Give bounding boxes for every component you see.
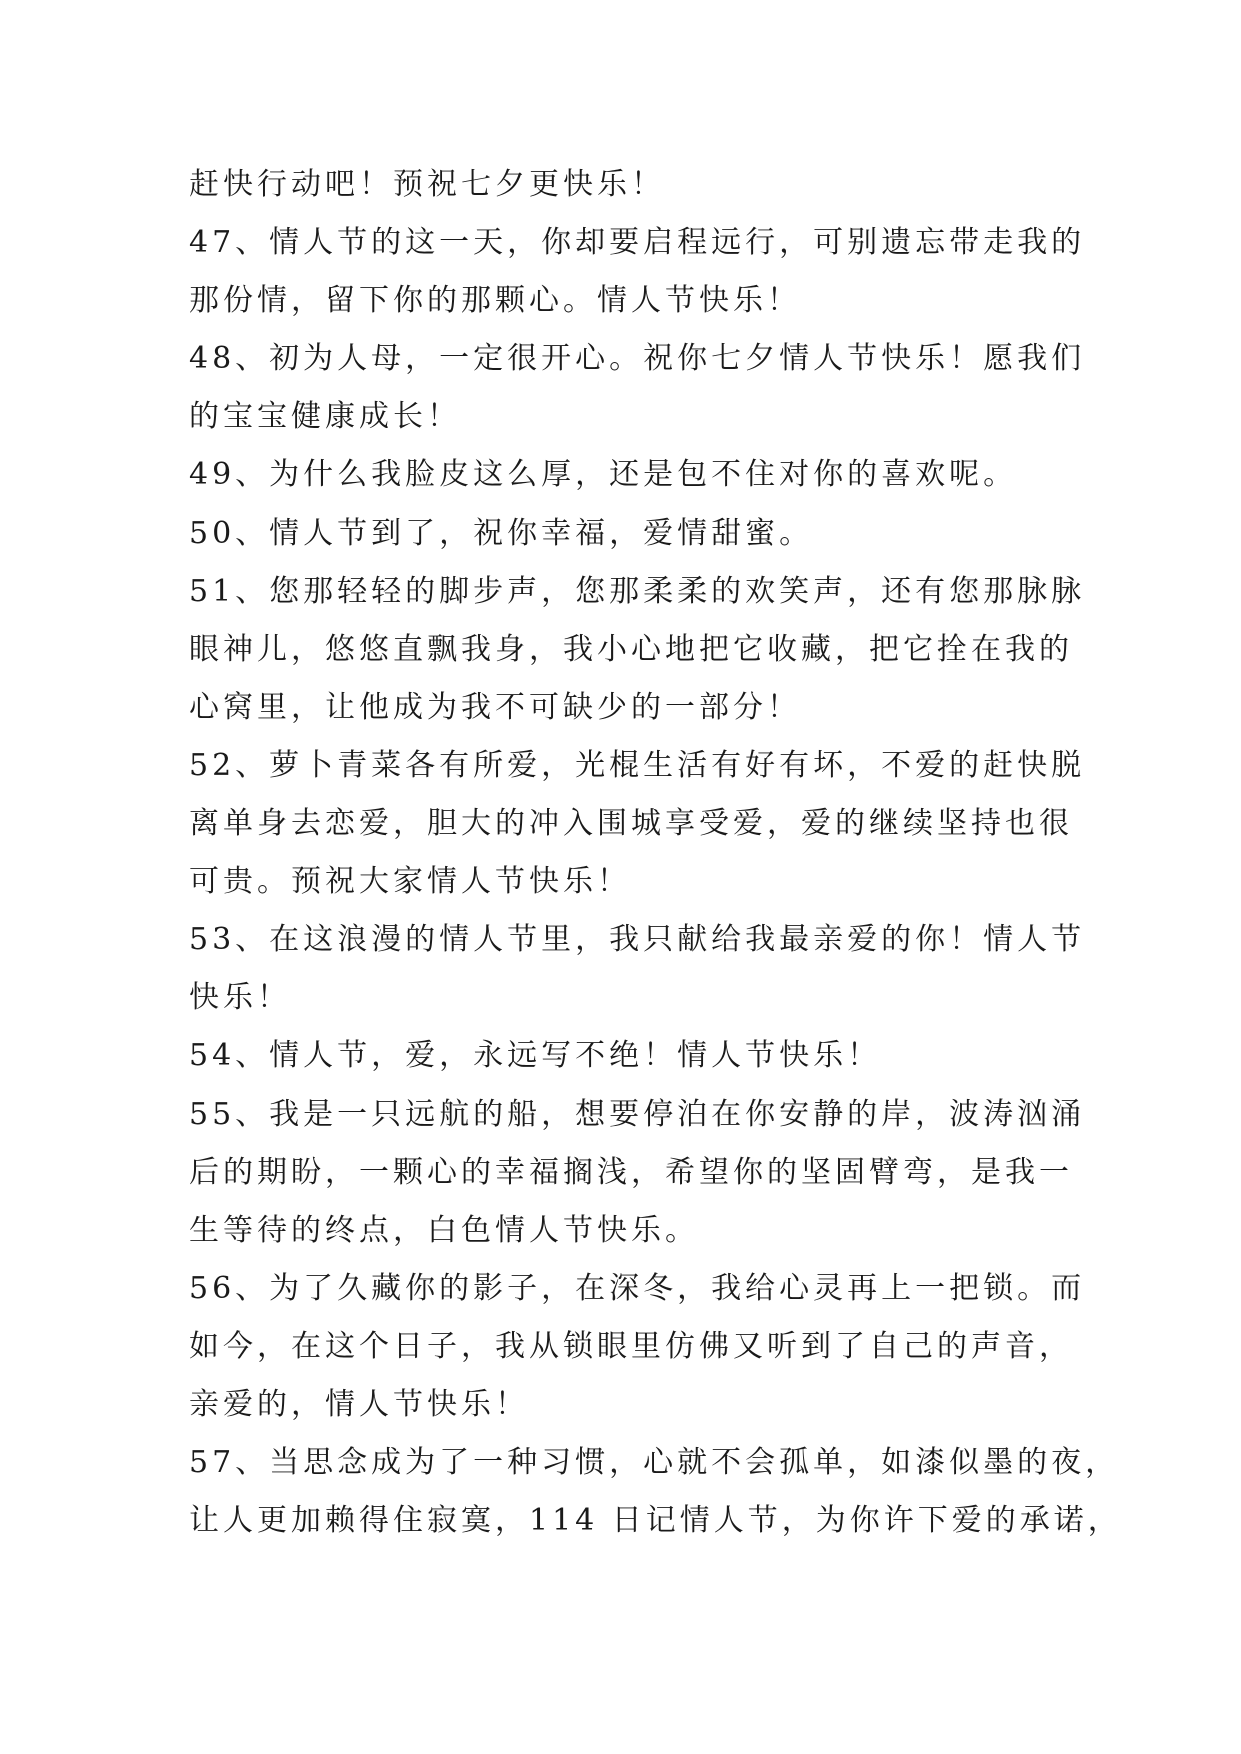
text-line: 54、情人节，爱，永远写不绝！情人节快乐！ [189, 1038, 882, 1074]
text-line: 可贵。预祝大家情人节快乐！ [189, 864, 631, 900]
text-line: 55、我是一只远航的船，想要停泊在你安静的岸，波涛汹涌 [189, 1096, 1086, 1132]
text-line: 56、为了久藏你的影子，在深冬，我给心灵再上一把锁。而 [189, 1270, 1086, 1306]
text-line: 亲爱的，情人节快乐！ [189, 1386, 529, 1422]
text-line: 51、您那轻轻的脚步声，您那柔柔的欢笑声，还有您那脉脉 [189, 573, 1086, 609]
text-line: 50、情人节到了，祝你幸福，爱情甜蜜。 [189, 515, 814, 551]
text-line: 后的期盼，一颗心的幸福搁浅，希望你的坚固臂弯，是我一 [189, 1154, 1073, 1190]
text-line: 让人更加赖得住寂寞，114 日记情人节，为你许下爱的承诺， [189, 1503, 1122, 1539]
text-line: 57、当思念成为了一种习惯，心就不会孤单，如漆似墨的夜， [189, 1445, 1120, 1481]
text-line: 如今，在这个日子，我从锁眼里仿佛又听到了自己的声音， [189, 1328, 1073, 1364]
text-line: 快乐！ [189, 980, 291, 1016]
document-body [189, 156, 1122, 1550]
text-line: 赶快行动吧！预祝七夕更快乐！ [189, 167, 665, 202]
text-line: 49、为什么我脸皮这么厚，还是包不住对你的喜欢呢。 [189, 457, 1018, 493]
text-line: 47、情人节的这一天，你却要启程远行，可别遗忘带走我的 [189, 225, 1086, 261]
text-line: 眼神儿，悠悠直飘我身，我小心地把它收藏，把它拴在我的 [189, 631, 1073, 667]
text-line: 心窝里，让他成为我不可缺少的一部分！ [189, 689, 801, 725]
text-line: 48、初为人母，一定很开心。祝你七夕情人节快乐！愿我们 [189, 341, 1086, 377]
text-line: 离单身去恋爱，胆大的冲入围城享受爱，爱的继续坚持也很 [189, 806, 1073, 842]
text-line: 53、在这浪漫的情人节里，我只献给我最亲爱的你！情人节 [189, 922, 1086, 958]
text-line: 52、萝卜青菜各有所爱，光棍生活有好有坏，不爱的赶快脱 [189, 747, 1086, 783]
text-line: 生等待的终点，白色情人节快乐。 [189, 1212, 699, 1248]
text-line: 那份情，留下你的那颗心。情人节快乐！ [189, 283, 801, 319]
text-line: 的宝宝健康成长！ [189, 399, 461, 435]
